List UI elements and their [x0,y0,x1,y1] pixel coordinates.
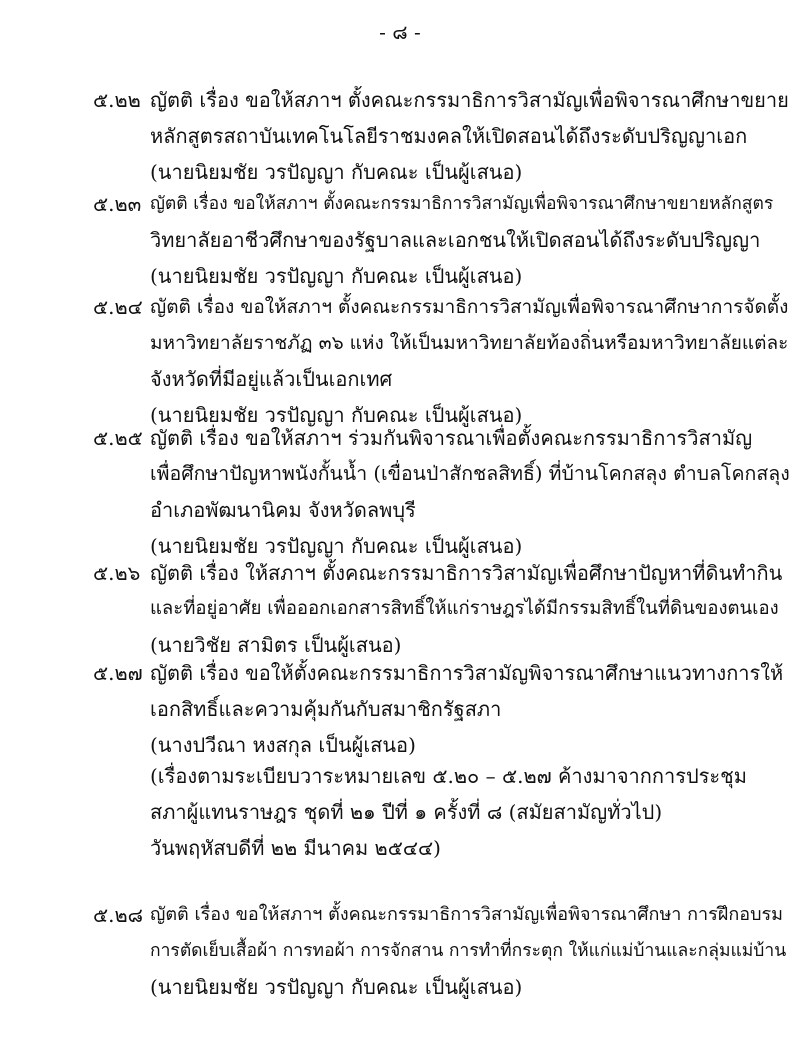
item-line: ญัตติ เรื่อง ขอให้สภาฯ ร่วมกันพิจารณาเพื่อตั้งคณะกรรมาธิการวิสามัญ [150,426,753,450]
item-proposer: (นายนิยมชัย วรปัญญา กับคณะ เป็นผู้เสนอ) [150,403,523,427]
note-line: (เรื่องตามระเบียบวาระหมายเลข ๕.๒๐ – ๕.๒๗ ค้างมาจากการประชุม [150,764,747,788]
carryover-note [150,758,790,866]
item-line: และที่อยู่อาศัย เพื่อออกเอกสารสิทธิ์ให้แก่ราษฎรได้มีกรรมสิทธิ์ในที่ดินของตนเอง [150,598,779,619]
item-line: จังหวัดที่มีอยู่แล้วเป็นเอกเทศ [150,367,393,391]
item-line: วิทยาลัยอาชีวศึกษาของรัฐบาลและเอกชนให้เปิดสอนได้ถึงระดับปริญญา [150,228,761,252]
item-number: ๕.๒๘ [93,903,144,927]
item-line: อำเภอพัฒนานิคม จังหวัดลพบุรี [150,498,416,522]
item-proposer: (นายนิยมชัย วรปัญญา กับคณะ เป็นผู้เสนอ) [150,264,523,288]
item-proposer: (นายวิชัย สามิตร เป็นผู้เสนอ) [150,633,402,657]
item-line: เพื่อศึกษาปัญหาพนังกั้นน้ำ (เขื่อนป่าสักชลสิทธิ์) ที่บ้านโคกสลุง ตำบลโคกสลุง [150,462,790,485]
item-line: ญัตติ เรื่อง ขอให้ตั้งคณะกรรมาธิการวิสามัญพิจารณาศึกษาแนวทางการให้ [150,661,784,685]
item-body [150,655,790,763]
item-body [150,420,790,564]
item-number: ๕.๒๕ [93,426,143,450]
item-number: ๕.๒๖ [93,561,141,585]
item-line: ญัตติ เรื่อง ให้สภาฯ ตั้งคณะกรรมาธิการวิสามัญเพื่อศึกษาปัญหาที่ดินทำกิน [150,561,783,585]
item-line: ญัตติ เรื่อง ขอให้สภาฯ ตั้งคณะกรรมาธิการวิสามัญเพื่อพิจารณาศึกษาขยาย [150,88,789,112]
item-proposer: (นายนิยมชัย วรปัญญา กับคณะ เป็นผู้เสนอ) [150,975,523,999]
item-number: ๕.๒๔ [93,295,143,319]
item-body [150,82,790,190]
item-number: ๕.๒๗ [93,661,143,685]
item-proposer: (นายนิยมชัย วรปัญญา กับคณะ เป็นผู้เสนอ) [150,160,523,184]
item-proposer: (นายนิยมชัย วรปัญญา กับคณะ เป็นผู้เสนอ) [150,534,523,558]
item-body [150,555,790,663]
item-line: ญัตติ เรื่อง ขอให้สภาฯ ตั้งคณะกรรมาธิการวิสามัญเพื่อพิจารณาศึกษาการจัดตั้ง [150,296,789,318]
item-body [150,186,790,294]
item-number: ๕.๒๒ [93,88,141,112]
page-number: - ๘ - [379,20,421,44]
note-line: วันพฤหัสบดีที่ ๒๒ มีนาคม ๒๕๔๔) [150,836,441,860]
item-proposer: (นางปวีณา หงสกุล เป็นผู้เสนอ) [150,733,416,757]
item-line: ญัตติ เรื่อง ขอให้สภาฯ ตั้งคณะกรรมาธิการวิสามัญเพื่อพิจารณาศึกษา การฝึกอบรม [150,904,784,925]
note-line: สภาผู้แทนราษฎร ชุดที่ ๒๑ ปีที่ ๑ ครั้งที่ ๘ (สมัยสามัญทั่วไป) [150,800,663,824]
item-line: หลักสูตรสถาบันเทคโนโลยีราชมงคลให้เปิดสอนได้ถึงระดับปริญญาเอก [150,124,748,148]
item-body [150,289,790,433]
item-line: การตัดเย็บเสื้อผ้า การทอผ้า การจักสาน การทำที่กระตุก ให้แก่แม่บ้านและกลุ่มแม่บ้าน [150,941,787,961]
item-number: ๕.๒๓ [93,192,142,216]
item-body [150,897,790,1005]
item-line: ญัตติ เรื่อง ขอให้สภาฯ ตั้งคณะกรรมาธิการวิสามัญเพื่อพิจารณาศึกษาขยายหลักสูตร [150,194,774,214]
item-line: เอกสิทธิ์และความคุ้มกันกับสมาชิกรัฐสภา [150,697,502,721]
item-line: มหาวิทยาลัยราชภัฏ ๓๖ แห่ง ให้เป็นมหาวิทยาลัยท้องถิ่นหรือมหาวิทยาลัยแต่ละ [150,332,789,354]
